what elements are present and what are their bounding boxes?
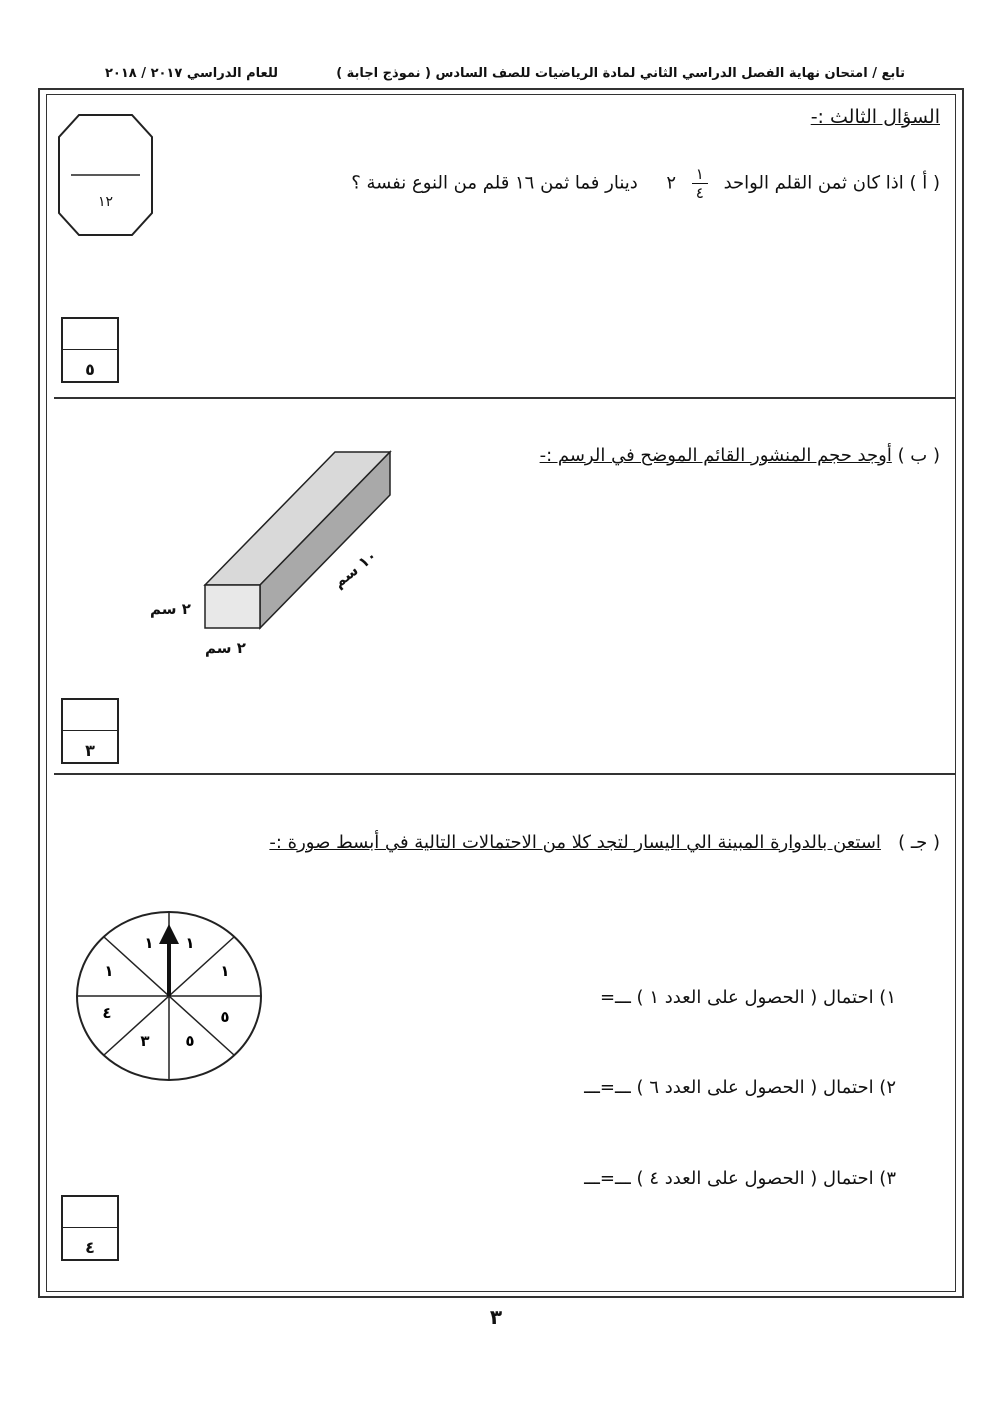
part-c-label: ( جـ ) bbox=[898, 832, 940, 853]
header-year: للعام الدراسي ٢٠١٧ / ٢٠١٨ bbox=[105, 66, 279, 81]
page-frame-inner bbox=[46, 94, 956, 1292]
sector-label: ١ bbox=[185, 934, 195, 952]
part-a-question bbox=[351, 165, 940, 202]
section-divider-2 bbox=[54, 773, 956, 775]
sector-label: ١ bbox=[104, 962, 114, 980]
sector-label: ٥ bbox=[220, 1008, 230, 1026]
part-b-mark-box bbox=[61, 698, 119, 764]
sector-label: ٣ bbox=[140, 1032, 150, 1050]
fraction-denominator: ٤ bbox=[695, 184, 704, 202]
sector-label: ٤ bbox=[102, 1004, 112, 1022]
part-b-question bbox=[540, 445, 940, 466]
probability-item-2: ٢) احتمال ( الحصول على العدد ٦ ) ـــ=ـــ bbox=[584, 1077, 896, 1098]
part-c-mark: ٤ bbox=[85, 1238, 95, 1257]
part-c-mark-box bbox=[61, 1195, 119, 1261]
spinner bbox=[75, 910, 265, 1082]
part-a-whole: ٢ bbox=[666, 172, 677, 194]
part-a-prefix: ( أ ) اذا كان ثمن القلم الواحد bbox=[723, 172, 940, 194]
sector-label: ١ bbox=[144, 934, 154, 952]
prism-length-label: ١٠ سم bbox=[329, 546, 381, 592]
header-title: تابع / امتحان نهاية الفصل الدراسي الثاني لمادة الرياضيات للصف السادس ( نموذج اجابة ) bbox=[336, 66, 905, 81]
sector-label: ٥ bbox=[185, 1032, 195, 1050]
part-b-label: ( ب ) bbox=[897, 445, 940, 466]
prism-height-label: ٢ سم bbox=[150, 600, 191, 618]
page-number: ٣ bbox=[489, 1305, 503, 1329]
total-mark-octagon bbox=[57, 113, 154, 237]
part-b-text: أوجد حجم المنشور القائم الموضح في الرسم :- bbox=[539, 445, 892, 466]
spinner-arrow-head bbox=[159, 924, 179, 944]
part-b-mark: ٣ bbox=[85, 741, 95, 760]
prism-width-label: ٢ سم bbox=[205, 639, 246, 657]
fraction-numerator: ١ bbox=[692, 165, 708, 184]
probability-item-3: ٣) احتمال ( الحصول على العدد ٤ ) ـــ=ـــ bbox=[584, 1168, 896, 1189]
part-a-mark-box bbox=[61, 317, 119, 383]
part-c-question bbox=[269, 832, 940, 853]
sector-label: ١ bbox=[220, 962, 230, 980]
exam-header bbox=[105, 66, 905, 86]
section-divider-1 bbox=[54, 397, 956, 399]
part-a-suffix: دينار فما ثمن ١٦ قلم من النوع نفسة ؟ bbox=[351, 172, 638, 194]
part-a-mark: ٥ bbox=[85, 360, 95, 379]
rectangular-prism-figure bbox=[190, 435, 410, 635]
total-mark-value: ١٢ bbox=[97, 194, 114, 210]
part-c-text: استعن بالدوارة المبينة الي اليسار لتجد كلا من الاحتمالات التالية في أبسط صورة :- bbox=[269, 832, 881, 853]
probability-item-1: ١) احتمال ( الحصول على العدد ١ ) ـــ= bbox=[599, 987, 896, 1008]
question-title: السؤال الثالث :- bbox=[810, 106, 940, 128]
part-a-fraction bbox=[692, 165, 708, 202]
